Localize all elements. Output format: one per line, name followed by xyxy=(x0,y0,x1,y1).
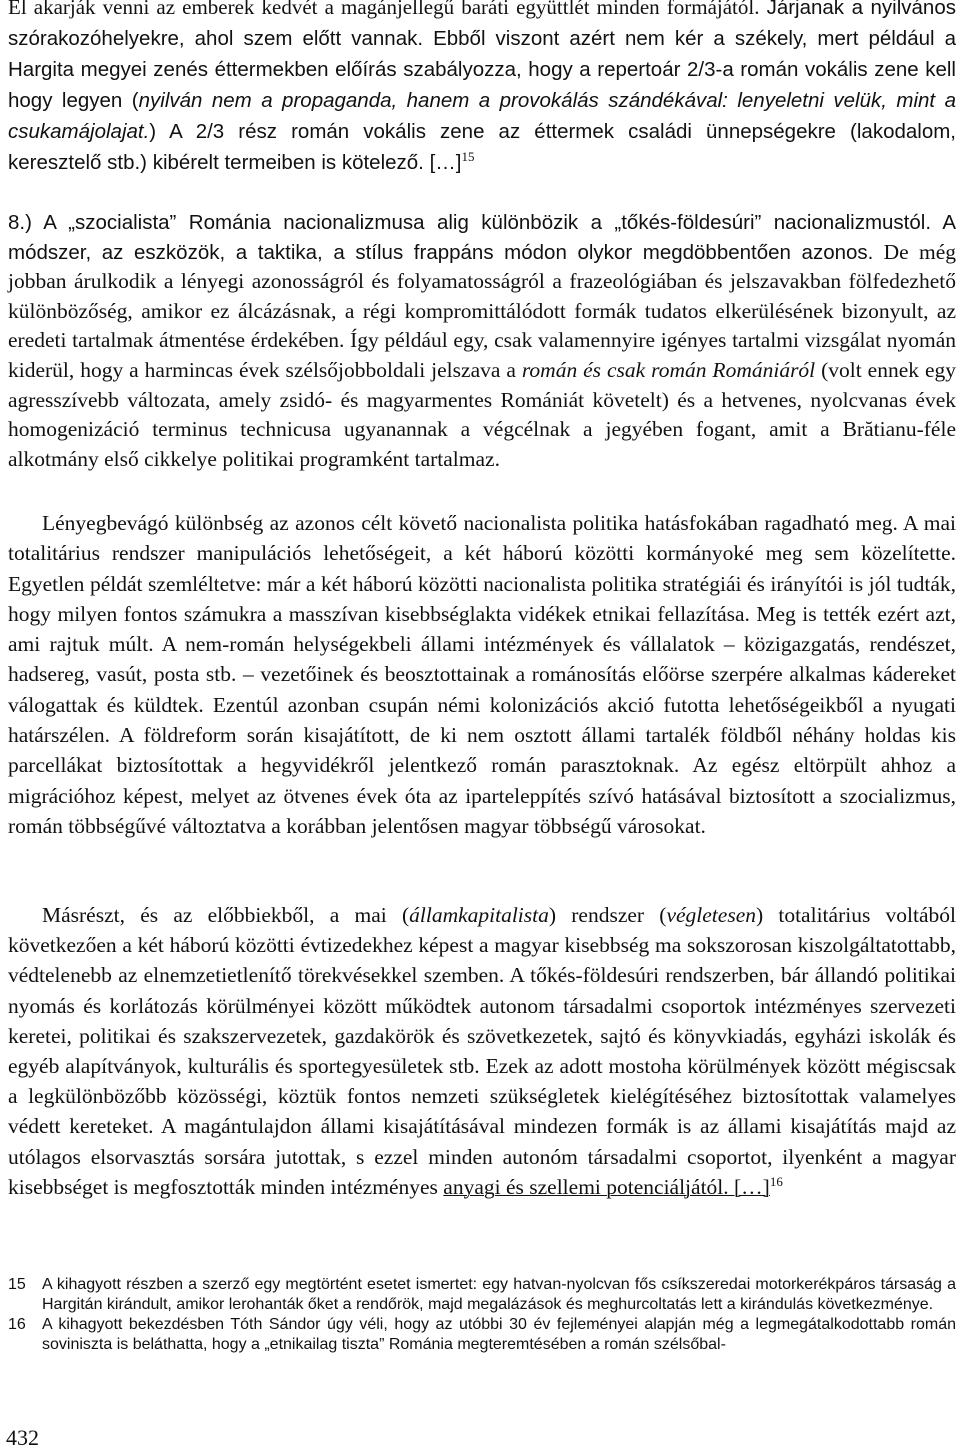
paragraph-8 xyxy=(8,208,956,474)
paragraph-lenyeg xyxy=(8,508,956,841)
footnotes xyxy=(8,1275,956,1355)
masreszt-text-a: Másrészt, és az előbbiekből, a mai ( xyxy=(42,903,410,927)
intro-line1: El akarják venni az emberek kedvét a magánjellegű baráti együttlét minden formájától. xyxy=(8,0,760,19)
paragraph-masreszt xyxy=(8,900,956,1202)
masreszt-text-c: ) totalitárius voltából következően a két háború közötti évtizedekhez képest a magyar kisebbség ma sokszorosan kiszolgáltatottabb, védtelenebb az elnemzetietlenítő törekvésekkel szemben. A tőkés-földesúri rendszerben, bár állandó politikai nyomás és korlátozás körülményei között működtek autonom társadalmi csoportok intézményes szervezeti keretei, politikai és szakszervezetek, gazdakörök és szövetkezetek, sajtó és könyvkiadás, egyházi iskolák és egyéb alapítványok, kulturális és sportegyesületek stb. Ezek az adott mostoha körülmények között mégiscsak a legkülönbözőbb közösségi, köztük fontos nemzeti szükségletek kielégítéséhez biztosítottak valamelyes védett kereteket. A magántulajdon állami kisajátításával mindezen formák is az állami kisajátítás majd az utólagos elsorvasztás sorsára jutottak, s ezzel minden autonóm társadalmi csoportot, ilyenként a magyar kisebbséget is megfosztották minden intézményes xyxy=(8,903,956,1199)
para8-serif-a: De még jobban árulkodik a lényegi azonosságról és folyamatosságról a frazeológiában és jelszavakban fölfedezhető különbözőség, amikor ez álcázásnak, a régi kompromittálódott formák tudatos elkerülésének bizonyult, az eredeti tartalmak átmentése érdekében. Így például egy, csak valamennyire igényes tartalmi vizsgálat nyomán kiderül, hogy a harmincas évek szélsőjobboldali jelszava a xyxy=(8,239,956,382)
footnote-ref-16: 16 xyxy=(769,1173,783,1189)
page-number: 432 xyxy=(6,1425,39,1450)
footnote-16 xyxy=(8,1315,956,1355)
footnote-ref-15: 15 xyxy=(461,149,475,164)
intro-after-italic: ) A 2/3 rész román vokális zene az éttermek családi ünnepségekre (lakodalom, keresztelő stb.) kibérelt termeiben is kötelező. […] xyxy=(8,120,956,174)
footnote-15 xyxy=(8,1275,956,1315)
masreszt-last-line: anyagi és szellemi potenciáljától. […] xyxy=(443,1174,770,1199)
intro-text: Járjanak a nyilvános szórakozóhelyekre, ahol szem előtt vannak. Ebből viszont azért nem kér a székely, mert például a Hargita megyei zenés éttermekben előírás szabályozza, hogy a repertoár 2/3-a román vokális zene kell hogy legyen ( xyxy=(8,0,956,112)
footnote-text: A kihagyott bekezdésben Tóth Sándor úgy véli, hogy az utóbbi 30 év fejleményei alapján még a legmegátalkodottabb román soviniszta is beláthatta, hogy a „etnikailag tiszta” Románia megteremtésében a román szélsőbal- xyxy=(42,1316,956,1353)
para8-serif-b: (volt ennek egy agresszívebb változata, amely zsidó- és magyarmentes Romániát követelt) és a hetvenes, nyolcvanas évek homogenizáció terminus technicusa ugyanannak a végcélnak a jegyében fogant, amit a Brătianu-féle alkotmány első cikkelye politikai programként tartalmaz. xyxy=(8,357,956,471)
footnote-number: 16 xyxy=(8,1316,26,1333)
intro-italic: nyilván nem a propaganda, hanem a provokálás szándékával: lenyeletni velük, mint a csukamájolajat. xyxy=(8,89,956,143)
masreszt-italic-b: végletesen xyxy=(666,903,756,927)
para8-sans: 8.) A „szocialista” Románia nacionalizmusa alig különbözik a „tőkés-földesúri” nacionalizmustól. A módszer, az eszközök, a taktika, a stílus frappáns módon olykor megdöbbentően azonos. xyxy=(8,211,956,264)
paragraph-intro xyxy=(8,0,956,178)
lenyeg-text: Lényegbevágó különbség az azonos célt követő nacionalista politika hatásfokában ragadható meg. A mai totalitárius rendszer manipulációs lehetőségeit, a két háború közötti kormányoké meg sem közelítette. Egyetlen példát szemléltetve: már a két háború közötti nacionalista politika stratégiái és irányítói is jól tudták, hogy milyen fontos számukra a masszívan kisebbséglakta vidékek etnikai fellazítása. Meg is tették ezért azt, ami rajtuk múlt. A nem-román helységekbeli állami intézmények és vállalatok – közigazgatás, rendészet, hadsereg, vasút, posta stb. – vezetőinek és beosztottainak a románosítás előörse szerpére alkalmas kádereket válogattak és küldtek. Ezentúl azonban csupán némi kolonizációs akció futotta lehetőségeikből a nyugati határszélen. A földreform során kisajátított, de ki nem osztott állami tartalék földből néhány holdas kis parcellákat biztosítottak a hegyvidékről jelentkező román parasztoknak. Az egész eltörpült ahhoz a migrációhoz képest, melyet az ötvenes évek óta az iparteleppítés szívó hatásával biztosított a szocializmus, román többségűvé változtatva a korábban jelentősen magyar többségű városokat. xyxy=(8,511,956,838)
footnote-number: 15 xyxy=(8,1276,26,1293)
masreszt-italic-a: államkapitalista xyxy=(409,903,549,927)
para8-italic: román és csak román Romániáról xyxy=(521,357,816,382)
masreszt-text-b: ) rendszer ( xyxy=(548,903,667,927)
footnote-text: A kihagyott részben a szerző egy megtörtént esetet ismertet: egy hatvan-nyolcvan fős csíkszeredai motorkerékpáros társaság a Hargitán kirándult, amikor lerohanták őket a rendőrök, majd megalázások és meghurcoltatás lett a kirándulás következménye. xyxy=(42,1276,956,1313)
